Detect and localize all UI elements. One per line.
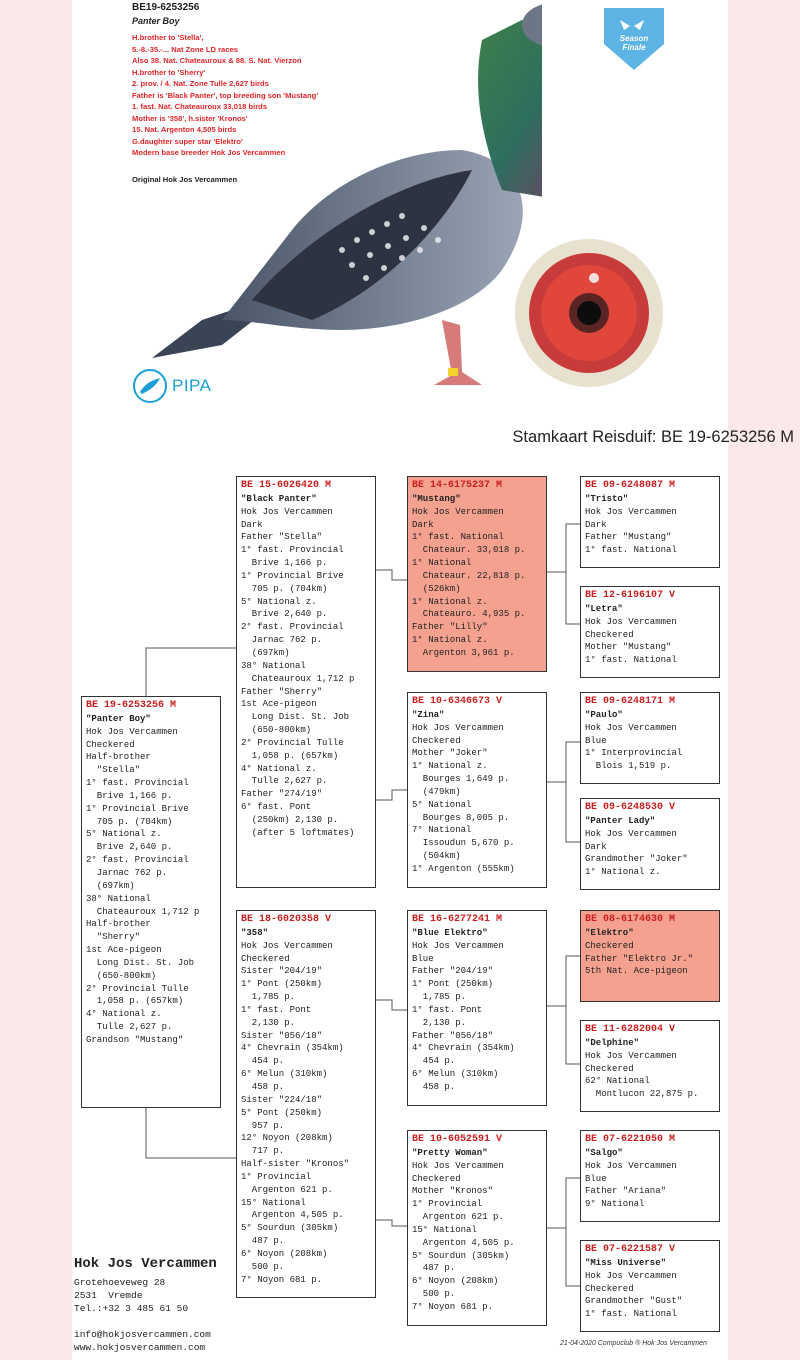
card-line: Father "Elektro Jr." (585, 953, 694, 964)
card-line: 1,785 p. (241, 992, 296, 1003)
badge-label: Season Finale (619, 34, 649, 52)
card-line: Hok Jos Vercammen (585, 722, 677, 733)
card-header: BE 12-6196107 V (585, 590, 676, 601)
card-line: Grandmother "Gust" (585, 1296, 683, 1307)
card-line: Long Dist. St. Job (241, 712, 350, 723)
hero-note: 5.-8.-35.-... Nat Zone LD races (132, 44, 238, 54)
card-details (585, 828, 715, 879)
card-line: Brive 1,166 p. (241, 558, 328, 569)
card-line: Father "204/19" (412, 966, 494, 977)
card-line: 2° Provincial Tulle (241, 737, 344, 748)
card-details (86, 726, 216, 1047)
card-line: 458 p. (241, 1081, 285, 1092)
card-line: 1° National z. (412, 761, 488, 772)
card-pigeon-name: "Blue Elektro" (412, 927, 488, 938)
card-header: BE 07-6221050 M (585, 1134, 676, 1145)
card-line: Hok Jos Vercammen (585, 1270, 677, 1281)
card-line: "Stella" (86, 765, 141, 776)
card-line: Hok Jos Vercammen (585, 616, 677, 627)
card-line: 4° National z. (241, 763, 317, 774)
card-line: Dark (241, 519, 263, 530)
card-line: 454 p. (412, 1056, 456, 1067)
card-line: Father "Lilly" (412, 622, 488, 633)
card-line: 7° Noyon 681 p. (241, 1274, 323, 1285)
card-line: Sister "204/19" (241, 966, 323, 977)
card-line: 2° fast. Provincial (241, 622, 344, 633)
card-line: 1° Argenton (555km) (412, 863, 515, 874)
card-line: Hok Jos Vercammen (585, 506, 677, 517)
pedigree-title: Stamkaart Reisduif: BE 19-6253256 M (512, 428, 794, 446)
card-line: 705 p. (704km) (86, 816, 173, 827)
card-line: 1,058 p. (657km) (241, 750, 339, 761)
card-line: 1st Ace-pigeon (86, 945, 162, 956)
card-line: Checkered (241, 953, 290, 964)
card-pigeon-name: "358" (241, 927, 269, 938)
hero-note: G.daughter super star 'Elektro' (132, 136, 243, 146)
pipa-logo-text: PIPA (172, 376, 212, 395)
card-line: 1° fast. Provincial (241, 545, 344, 556)
card-line: (697km) (86, 880, 135, 891)
card-line: Mother "Kronos" (412, 1186, 494, 1197)
card-line: (250km) 2,130 p. (241, 814, 339, 825)
pedigree-card-mff (580, 910, 720, 1002)
pedigree-card-mmm (580, 1240, 720, 1332)
card-line: 2° fast. Provincial (86, 855, 189, 866)
card-line: Chateauroux 1,712 p (241, 673, 355, 684)
card-line: Half-brother (86, 752, 151, 763)
card-line: 4° Chevrain (354km) (412, 1043, 515, 1054)
card-line: Checkered (412, 735, 461, 746)
card-line: (504km) (412, 851, 461, 862)
card-line: Brive 1,166 p. (86, 790, 173, 801)
card-line: Blue (585, 1173, 607, 1184)
card-line: Chateauroux 1,712 p (86, 906, 200, 917)
card-line: 1° Provincial Brive (86, 803, 189, 814)
card-line: Bourges 8,005 p. (412, 812, 510, 823)
card-line: Chateauro. 4,935 p. (412, 609, 526, 620)
card-line: Mother "Joker" (412, 748, 488, 759)
card-line: Checkered (585, 629, 634, 640)
card-header: BE 09-6248530 V (585, 802, 676, 813)
hero-note: Father is 'Black Panter', top breeding son 'Mustang' (132, 90, 319, 100)
card-details (585, 722, 715, 773)
pedigree-card-fmm (580, 798, 720, 890)
card-line: Bourges 1,649 p. (412, 774, 510, 785)
card-line: Dark (412, 519, 434, 530)
card-line: 1,785 p. (412, 992, 467, 1003)
card-line: 1° Pont (250km) (241, 979, 323, 990)
card-line: Jarnac 762 p. (86, 867, 168, 878)
card-line: 1° National z. (412, 635, 488, 646)
card-details (412, 1160, 542, 1314)
card-line: 5° Sourdun (305km) (412, 1250, 510, 1261)
card-pigeon-name: "Mustang" (412, 493, 461, 504)
card-line: 1° Provincial Brive (241, 570, 344, 581)
card-line: Mother "Mustang" (585, 642, 672, 653)
card-line: Father "Sherry" (241, 686, 323, 697)
card-line: "Sherry" (86, 932, 141, 943)
card-line: 5° Pont (250km) (241, 1107, 323, 1118)
card-line: Hok Jos Vercammen (585, 1160, 677, 1171)
pedigree-card-fmf (580, 692, 720, 784)
pedigree-card-ffm (580, 586, 720, 678)
hero-note: H.brother to 'Sherry' (132, 67, 206, 77)
card-line: 1° fast. National (585, 545, 677, 556)
card-line: 5th Nat. Ace-pigeon (585, 966, 688, 977)
card-line: 6° fast. Pont (241, 802, 312, 813)
card-line: 4° National z. (86, 1009, 162, 1020)
card-details (585, 616, 715, 667)
hero-note: 1. fast. Nat. Chateauroux 33,018 birds (132, 102, 268, 111)
card-line: 9° National (585, 1199, 645, 1210)
breeder-city: 2531 Vremde (74, 1290, 143, 1301)
card-line: Grandson "Mustang" (86, 1034, 184, 1045)
card-line: 4° Chevrain (354km) (241, 1043, 344, 1054)
card-line: Father "274/19" (241, 789, 323, 800)
card-pigeon-name: "Panter Boy" (86, 713, 151, 724)
card-line: 500 p. (241, 1261, 285, 1272)
card-details (241, 940, 371, 1287)
card-line: 1° fast. National (585, 655, 677, 666)
card-line: 487 p. (412, 1263, 456, 1274)
card-line: Blue (412, 953, 434, 964)
card-line: Jarnac 762 p. (241, 635, 323, 646)
card-line: 717 p. (241, 1146, 285, 1157)
card-line: 5° Sourdun (305km) (241, 1223, 339, 1234)
card-line: Hok Jos Vercammen (241, 506, 333, 517)
card-line: Hok Jos Vercammen (412, 506, 504, 517)
pedigree-card-father-father (407, 476, 547, 672)
card-line: 1° Pont (250km) (412, 979, 494, 990)
card-line: Sister "056/18" (241, 1030, 323, 1041)
card-line: Grandmother "Joker" (585, 854, 688, 865)
card-header: BE 09-6248171 M (585, 696, 676, 707)
pedigree-card-subject (81, 696, 221, 1108)
card-line: Argenton 4,505 p. (412, 1237, 515, 1248)
card-line: Tulle 2,627 p. (241, 776, 328, 787)
card-header: BE 18-6020358 V (241, 914, 332, 925)
card-line: 454 p. (241, 1056, 285, 1067)
card-line: Hok Jos Vercammen (412, 722, 504, 733)
card-header: BE 08-6174630 M (585, 914, 676, 925)
card-line: Hok Jos Vercammen (412, 1160, 504, 1171)
card-pigeon-name: "Salgo" (585, 1147, 623, 1158)
card-header: BE 16-6277241 M (412, 914, 503, 925)
card-line: Father "Stella" (241, 532, 323, 543)
card-line: 7° National (412, 825, 472, 836)
card-line: Father "Mustang" (585, 532, 672, 543)
card-line: 38° National (86, 893, 151, 904)
card-line: 1° fast. Pont (241, 1004, 312, 1015)
card-line: 62° National (585, 1076, 650, 1087)
card-line: Checkered (585, 940, 634, 951)
card-line: Father "Ariana" (585, 1186, 667, 1197)
hero-note: Modern base breeder Hok Jos Vercammen (132, 148, 286, 157)
card-pigeon-name: "Panter Lady" (585, 815, 656, 826)
pedigree-card-father (236, 476, 376, 888)
card-line: Montlucon 22,875 p. (585, 1089, 699, 1100)
card-pigeon-name: "Zina" (412, 709, 445, 720)
card-line: Hok Jos Vercammen (412, 940, 504, 951)
card-pigeon-name: "Letra" (585, 603, 623, 614)
card-line: Hok Jos Vercammen (585, 828, 677, 839)
card-line: Issoudun 5,670 p. (412, 838, 515, 849)
card-line: 2° Provincial Tulle (86, 983, 189, 994)
hero-note: 2. prov. / 4. Nat. Zone Tulle 2,627 birds (132, 79, 269, 88)
card-line: 1st Ace-pigeon (241, 699, 317, 710)
card-line: 15° National (241, 1197, 306, 1208)
card-line: Argenton 4,505 p. (241, 1210, 344, 1221)
card-line: 2,130 p. (241, 1017, 296, 1028)
card-header: BE 15-6026420 M (241, 480, 332, 491)
card-line: 12° Noyon (208km) (241, 1133, 333, 1144)
card-line: 6° Noyon (208km) (241, 1248, 328, 1259)
card-details (241, 506, 371, 840)
hero-note: 15. Nat. Argenton 4,505 birds (132, 125, 237, 134)
card-line: 15° National (412, 1224, 477, 1235)
card-line: Half-sister "Kronos" (241, 1159, 350, 1170)
card-header: BE 14-6175237 M (412, 480, 503, 491)
card-line: Dark (585, 841, 607, 852)
pedigree-card-mfm (580, 1020, 720, 1112)
card-line: Brive 2,640 p. (241, 609, 328, 620)
card-line: (650-800km) (241, 725, 312, 736)
card-line: Argenton 3,961 p. (412, 647, 515, 658)
breeder-address (74, 1276, 188, 1315)
card-pigeon-name: "Delphine" (585, 1037, 640, 1048)
card-line: (after 5 loftmates) (241, 827, 355, 838)
card-line: Hok Jos Vercammen (241, 940, 333, 951)
card-pigeon-name: "Miss Universe" (585, 1257, 667, 1268)
hero-note: Mother is '358', h.sister 'Kronos' (132, 113, 248, 123)
card-pigeon-name: "Pretty Woman" (412, 1147, 488, 1158)
card-line: 1° National z. (585, 867, 661, 878)
pedigree-card-mother-father (407, 910, 547, 1106)
hero-note: H.brother to 'Stella', (132, 33, 204, 42)
card-line: Checkered (412, 1173, 461, 1184)
card-pigeon-name: "Elektro" (585, 927, 634, 938)
breeder-website-link[interactable]: www.hokjosvercammen.com (74, 1342, 206, 1353)
card-line: 6° Noyon (208km) (412, 1276, 499, 1287)
card-line: 5° National z. (86, 829, 162, 840)
hero-ring-number: BE19-6253256 (132, 2, 200, 13)
card-line: 957 p. (241, 1120, 285, 1131)
card-details (412, 506, 542, 660)
card-header: BE 10-6346673 V (412, 696, 503, 707)
pedigree-card-father-mother (407, 692, 547, 888)
card-line: Argenton 621 p. (241, 1184, 333, 1195)
card-line: Long Dist. St. Job (86, 957, 195, 968)
card-line: 1,058 p. (657km) (86, 996, 184, 1007)
card-line: 487 p. (241, 1236, 285, 1247)
card-header: BE 09-6248087 M (585, 480, 676, 491)
breeder-phone: Tel.:+32 3 485 61 50 (74, 1303, 189, 1314)
card-line: (479km) (412, 786, 461, 797)
card-line: 1° Provincial (241, 1171, 312, 1182)
breeder-name: Hok Jos Vercammen (74, 1256, 217, 1272)
card-line: Sister "224/18" (241, 1094, 323, 1105)
breeder-contact (74, 1328, 211, 1354)
card-line: 1° National (412, 558, 472, 569)
card-details (412, 722, 542, 876)
card-line: 6° Melun (310km) (241, 1069, 328, 1080)
card-line: Checkered (585, 1063, 634, 1074)
card-pigeon-name: "Paulo" (585, 709, 623, 720)
card-details (412, 940, 542, 1094)
card-line: 1° fast. Pont (412, 1004, 483, 1015)
card-line: 1° fast. Provincial (86, 778, 189, 789)
card-line: Half-brother (86, 919, 151, 930)
card-line: Blois 1,519 p. (585, 761, 672, 772)
card-line: Hok Jos Vercammen (585, 1050, 677, 1061)
card-line: 705 p. (704km) (241, 583, 328, 594)
card-line: Brive 2,640 p. (86, 842, 173, 853)
card-line: Checkered (585, 1283, 634, 1294)
card-line: 7° Noyon 681 p. (412, 1301, 494, 1312)
card-line: 1° fast. National (585, 1309, 677, 1320)
card-details (585, 940, 715, 979)
hero-pigeon-name: Panter Boy (132, 16, 180, 26)
card-line: Hok Jos Vercammen (86, 726, 178, 737)
card-line: 1° fast. National (412, 532, 504, 543)
card-line: Dark (585, 519, 607, 530)
card-line: (650-800km) (86, 970, 157, 981)
hero-origin: Original Hok Jos Vercammen (132, 175, 238, 184)
card-line: 6° Melun (310km) (412, 1069, 499, 1080)
card-line: Chateaur. 22,818 p. (412, 570, 526, 581)
card-line: 38° National (241, 660, 306, 671)
card-header: BE 07-6221587 V (585, 1244, 676, 1255)
card-header: BE 11-6282004 V (585, 1024, 676, 1035)
pedigree-card-mother (236, 910, 376, 1298)
breeder-street: Grotehoeveweg 28 (74, 1277, 166, 1288)
card-details (585, 1270, 715, 1321)
card-line: (526km) (412, 583, 461, 594)
card-line: Blue (585, 735, 607, 746)
pedigree-card-mother-mother (407, 1130, 547, 1326)
pedigree-card-mmf (580, 1130, 720, 1222)
pedigree-card-fff (580, 476, 720, 568)
card-pigeon-name: "Black Panter" (241, 493, 317, 504)
card-header: BE 10-6052591 V (412, 1134, 503, 1145)
card-line: 458 p. (412, 1081, 456, 1092)
card-line: Chateaur. 33,018 p. (412, 545, 526, 556)
card-line: 1° Interprovincial (585, 748, 683, 759)
card-line: (697km) (241, 647, 290, 658)
card-line: Checkered (86, 739, 135, 750)
card-line: 5° National z. (241, 596, 317, 607)
breeder-email-link[interactable]: info@hokjosvercammen.com (74, 1329, 211, 1340)
footer-credit: 21-04-2020 Compuclub ® Hok Jos Vercammen (560, 1340, 707, 1347)
card-details (585, 1050, 715, 1101)
card-pigeon-name: "Tristo" (585, 493, 629, 504)
card-line: 2,130 p. (412, 1017, 467, 1028)
hero-note: Also 38. Nat. Chateauroux & 88. S. Nat. Vierzon (132, 56, 302, 65)
card-line: 500 p. (412, 1289, 456, 1300)
card-line: Father "056/18" (412, 1030, 494, 1041)
card-line: 1° Provincial (412, 1199, 483, 1210)
card-line: Tulle 2,627 p. (86, 1022, 173, 1033)
card-line: 1° National z. (412, 596, 488, 607)
card-line: Argenton 621 p. (412, 1212, 504, 1223)
card-details (585, 506, 715, 557)
card-details (585, 1160, 715, 1211)
card-header: BE 19-6253256 M (86, 700, 177, 711)
card-line: 5° National (412, 799, 472, 810)
